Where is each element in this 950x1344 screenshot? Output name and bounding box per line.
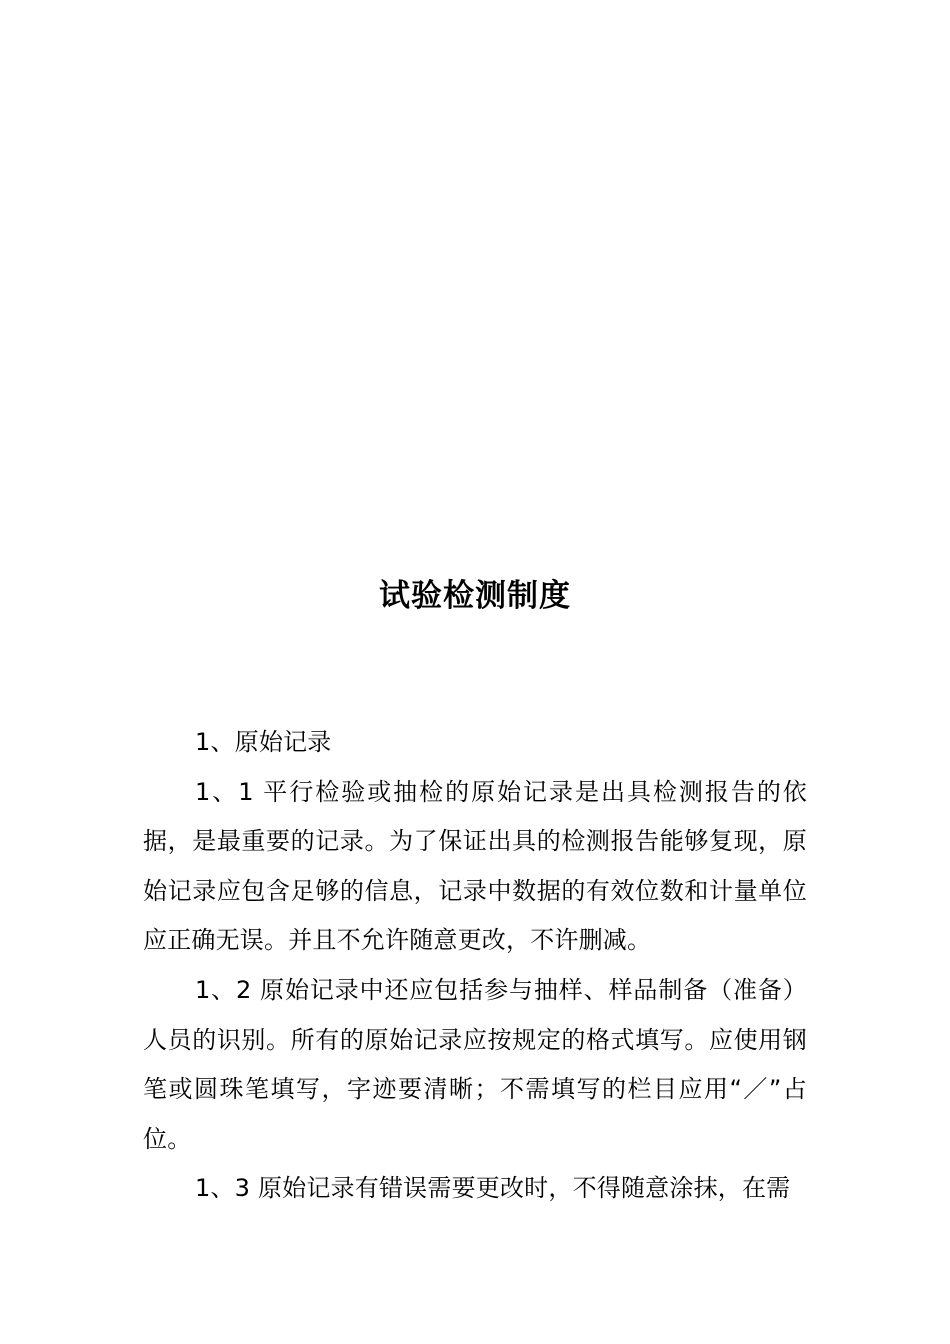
document-title: 试验检测制度 bbox=[379, 578, 571, 614]
paragraph-1-1: 1、1 平行检验或抽检的原始记录是出具检测报告的依据，是最重要的记录。为了保证出具的检测报告能够复现，原始记录应包含足够的信息，记录中数据的有效位数和计量单位应正确无误。并且不允许随意更改，不许删减。 bbox=[143, 777, 807, 955]
paragraph-1-2: 1、2 原始记录中还应包括参与抽样、样品制备（准备）人员的识别。所有的原始记录应按规定的格式填写。应使用钢笔或圆珠笔填写，字迹要清晰；不需填写的栏目应用“／”占位。 bbox=[143, 975, 807, 1153]
document-body bbox=[143, 718, 807, 1214]
section-heading-original-records: 1、原始记录 bbox=[195, 728, 332, 756]
paragraph-1-3: 1、3 原始记录有错误需要更改时，不得随意涂抹，在需 bbox=[195, 1174, 791, 1203]
